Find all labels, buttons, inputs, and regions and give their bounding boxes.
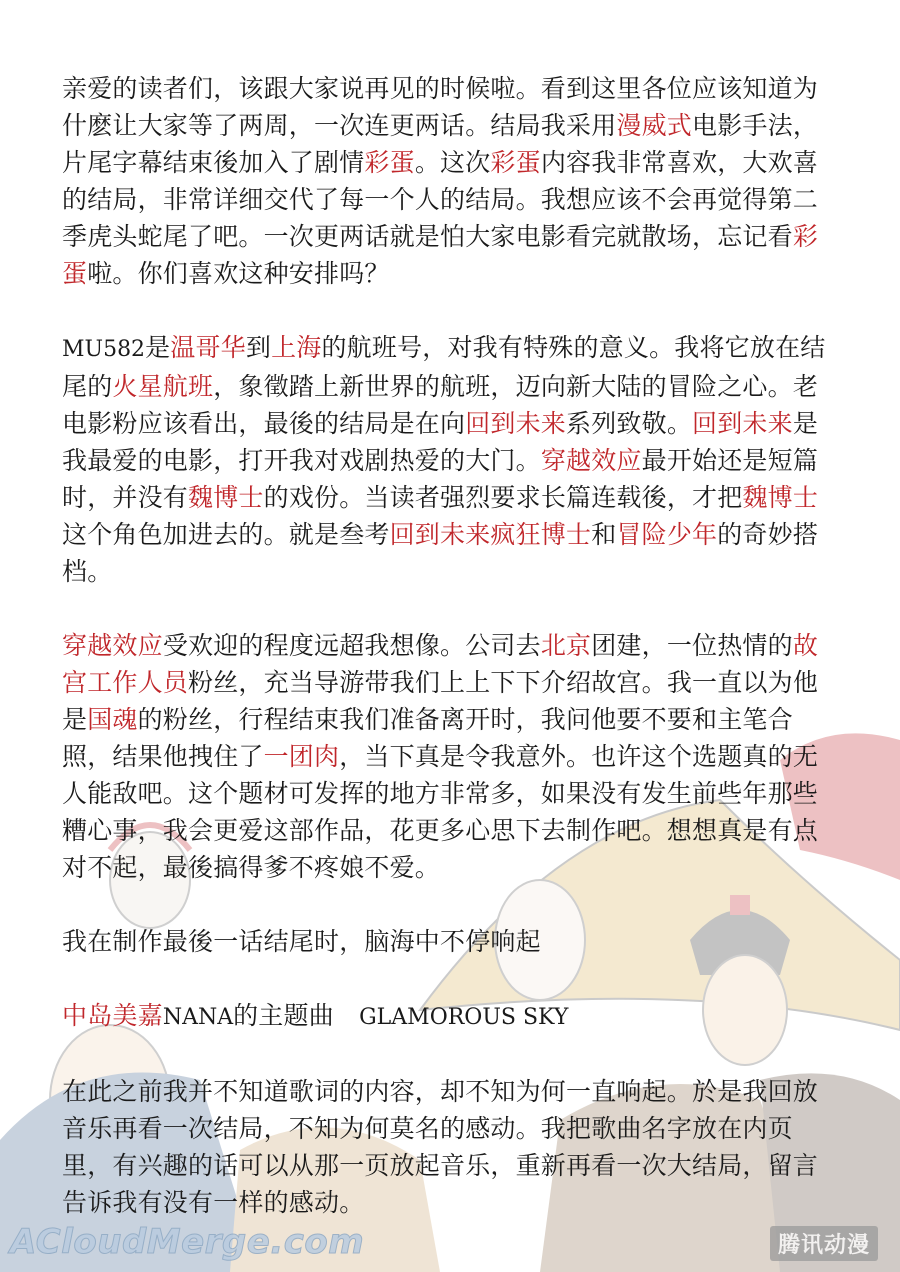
publisher-watermark: 腾讯动漫 [770,1226,878,1261]
highlighted-term: 火星航班 [112,372,214,401]
highlighted-term: 冒险少年 [616,520,718,549]
body-text: 电影手法，片尾字幕结束後加入了剧情 [62,111,819,177]
body-text: ，当下真是令我意外。也许这个选题真的无人能敌吧。这个题材可发挥的地方非常多，如果没有发生前些年那些糟心事，我会更爱这部作品，花更多心思下去制作吧。想想真是有点对不起，最後搞得爹不疼娘不爱。 [62,742,819,882]
latin-text: NANA [162,1005,234,1030]
highlighted-term: 回到未来疯狂博士 [389,520,592,549]
paragraph-song-intro [62,923,842,960]
site-watermark: ACloudMerge.com [10,1222,365,1262]
body-text: 最开始还是短篇时，并没有 [62,446,819,512]
paragraph-flight-number [62,329,842,590]
body-text: 的奇妙搭档。 [62,520,819,586]
body-text: 团建，一位热情的 [591,631,793,660]
latin-text: MU582 [62,337,146,362]
body-text: 粉丝，充当导游带我们上上下下介绍故宫。我一直以为他是 [62,668,819,734]
highlighted-term: 温哥华 [170,333,246,362]
body-text: 我在制作最後一话结尾时，脑海中不停响起 [62,927,541,956]
paragraph-closing [62,1073,842,1221]
highlighted-term: 回到未来 [465,409,567,438]
body-text: ，象徵踏上新世界的航班，迈向新大陆的冒险之心。老电影粉应该看出，最後的结局是在向 [62,372,819,438]
body-text: 是 [145,333,171,362]
highlighted-term: 彩蛋 [490,148,541,177]
paragraph-song-title [62,997,842,1036]
body-text: 这个角色加进去的。就是叁考 [62,520,390,549]
body-text: 的主题曲 [233,1001,360,1030]
latin-text: GLAMOROUS SKY [359,1005,569,1030]
highlighted-term: 穿越效应 [540,446,642,475]
body-text: 的粉丝，行程结束我们准备离开时，我问他要不要和主笔合照，结果他拽住了 [62,705,793,771]
paragraph-intro [62,70,842,292]
highlighted-term: 国魂 [87,705,138,734]
body-text: 系列致敬。 [566,409,693,438]
body-text: 。这次 [414,148,491,177]
body-text: 受欢迎的程度远超我想像。公司去 [162,631,541,660]
highlighted-term: 魏博士 [742,483,819,512]
body-text: 在此之前我并不知道歌词的内容，却不知为何一直响起。於是我回放音乐再看一次结局，不知为何莫名的感动。我把歌曲名字放在内页里，有兴趣的话可以从那一页放起音乐，重新再看一次大结局，留言告诉我有没有一样的感动。 [62,1077,819,1217]
body-text: 亲爱的读者们，该跟大家说再见的时候啦。看到这里各位应该知道为什麽让大家等了两周，一次连更两话。结局我采用 [62,74,819,140]
body-text: 内容我非常喜欢，大欢喜的结局，非常详细交代了每一个人的结局。我想应该不会再觉得第二季虎头蛇尾了吧。一次更两话就是怕大家电影看完就散场，忘记看 [62,148,819,251]
highlighted-term: 中岛美嘉 [62,1001,163,1030]
highlighted-term: 穿越效应 [62,631,163,660]
body-text: 的航班号，对我有特殊的意义。我将它放在结尾的 [62,333,826,401]
highlighted-term: 一团肉 [263,742,340,771]
highlighted-term: 彩蛋 [364,148,415,177]
body-text: 啦。你们喜欢这种安排吗？ [87,259,390,288]
body-text: 和 [591,520,617,549]
highlighted-term: 故宫工作人员 [62,631,819,697]
paragraph-popularity [62,627,842,886]
highlighted-term: 魏博士 [188,483,264,512]
afterword-text [62,70,842,1258]
body-text: 到 [245,333,272,362]
body-text: 是我最爱的电影，打开我对戏剧热爱的大门。 [62,409,819,475]
highlighted-term: 北京 [540,631,592,660]
highlighted-term: 彩蛋 [62,222,819,288]
body-text: 的戏份。当读者强烈要求长篇连载後，才把 [263,483,743,512]
highlighted-term: 漫威式 [616,111,693,140]
highlighted-term: 回到未来 [692,409,793,438]
highlighted-term: 上海 [271,333,322,362]
